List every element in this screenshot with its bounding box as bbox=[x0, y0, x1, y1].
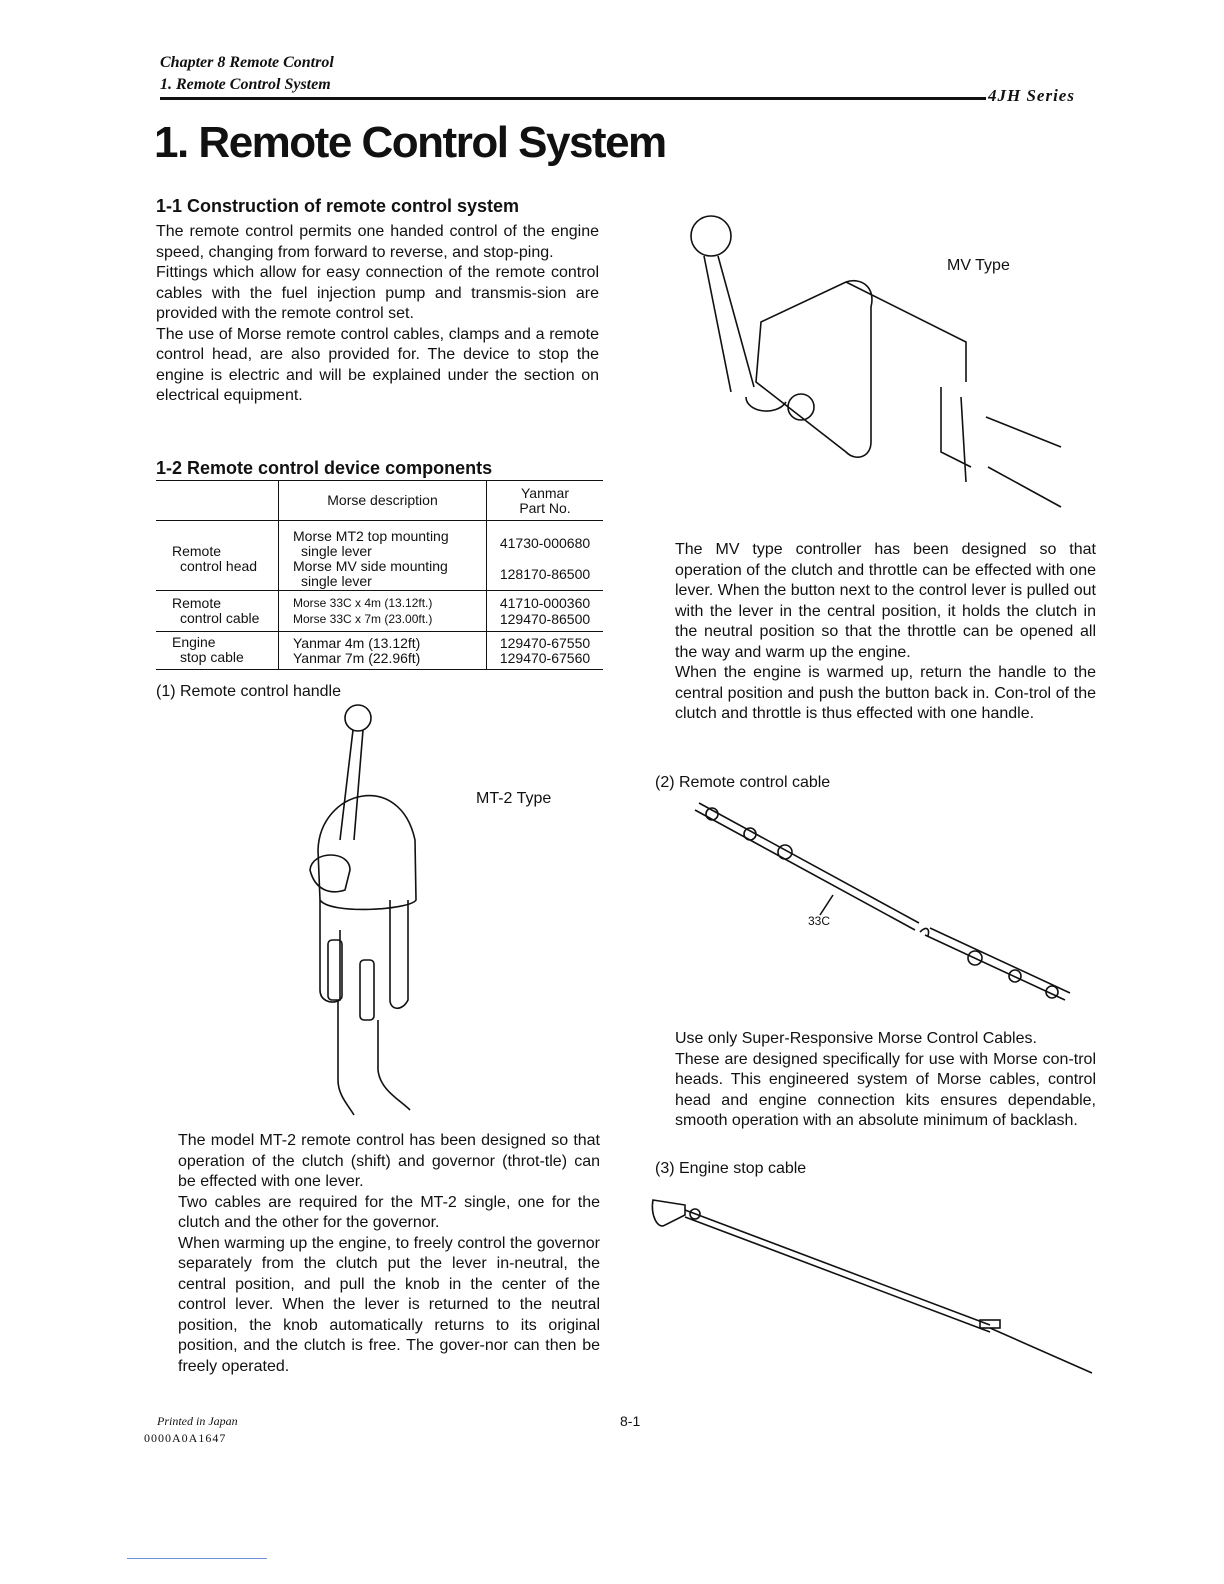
handle-caption: (1) Remote control handle bbox=[156, 683, 341, 700]
desc-cell: Yanmar 7m (22.96ft) bbox=[279, 651, 487, 670]
mv-type-label: MV Type bbox=[947, 257, 1010, 274]
section-1-2-heading: 1-2 Remote control device components bbox=[156, 458, 493, 478]
paragraph: The use of Morse remote control cables, clamps and a remote control head, are also provided for. The device to stop the engine is electric and will be explained under the section on electrical equipment. bbox=[156, 325, 599, 404]
desc-cell: Morse 33C x 7m (23.00ft.) bbox=[279, 611, 487, 631]
mt2-handle-illustration bbox=[290, 700, 460, 1130]
col-part-no: Yanmar Part No. bbox=[519, 484, 571, 516]
section-label: 1. Remote Control System bbox=[160, 76, 331, 93]
cable-caption: (2) Remote control cable bbox=[655, 774, 831, 791]
part-cell: 41730-000680 bbox=[499, 535, 591, 551]
components-table bbox=[156, 480, 603, 670]
running-header bbox=[160, 52, 334, 96]
paragraph: When the engine is warmed up, return the handle to the central position and push the button back in. Con-trol of the clutch and throttle is thus effected with one handle. bbox=[675, 664, 1096, 722]
paragraph: The MV type controller has been designed so that operation of the clutch and throttle can be effected with one lever. When the button next to the control lever is pulled out with the lever in the central position, it holds the clutch in the neutral position so that the throttle can be opened all the way and warm up the engine. bbox=[675, 541, 1096, 661]
desc-cell: Morse MT2 top mounting single lever bbox=[279, 529, 487, 559]
section-1-1-text bbox=[156, 222, 599, 407]
part-cell: 129470-86500 bbox=[499, 610, 591, 627]
table-header-row bbox=[156, 481, 603, 521]
document-code: 0000A0A1647 bbox=[144, 1431, 227, 1445]
cable-33c-label: 33C bbox=[808, 914, 831, 928]
paragraph: Two cables are required for the MT-2 single, one for the clutch and the other for the governor. bbox=[178, 1193, 600, 1231]
col-description: Morse description bbox=[279, 481, 487, 521]
group-label: Engine stop cable bbox=[172, 634, 244, 665]
part-cell: 129470-67560 bbox=[499, 649, 591, 666]
footnote-rule bbox=[127, 1558, 267, 1559]
part-cell: 129470-67550 bbox=[499, 634, 591, 651]
cable-text bbox=[675, 1029, 1096, 1132]
mt2-type-label: MT-2 Type bbox=[476, 790, 552, 807]
group-label: Remote control cable bbox=[172, 594, 260, 626]
desc-cell: Morse MV side mounting single lever bbox=[279, 559, 487, 591]
page-title: 1. Remote Control System bbox=[154, 118, 666, 167]
part-cell: 41710-000360 bbox=[499, 595, 591, 611]
section-1-1-heading: 1-1 Construction of remote control system bbox=[156, 196, 520, 216]
table-row bbox=[156, 529, 603, 559]
stop-cable-caption: (3) Engine stop cable bbox=[655, 1160, 807, 1177]
paragraph: Fittings which allow for easy connection of the remote control cables with the fuel injection pump and transmis-sion are provided with the remote control set. bbox=[156, 264, 599, 322]
mv-handle-illustration bbox=[676, 212, 1076, 517]
paragraph: When warming up the engine, to freely control the governor separately from the clutch put the lever in-neutral, the central position, and pull the knob in the center of the control lever. When the lever is returned to the neutral position, the knob automatically returns to its original position, and the clutch is free. The gover-nor can then be freely operated. bbox=[178, 1234, 600, 1375]
page-number: 8-1 bbox=[620, 1413, 641, 1429]
paragraph: The model MT-2 remote control has been designed so that operation of the clutch (shift) and governor (throt-tle) can be effected with one lever. bbox=[178, 1132, 600, 1190]
desc-cell: Morse 33C x 4m (13.12ft.) bbox=[279, 591, 487, 612]
table-row bbox=[156, 631, 603, 651]
paragraph: Use only Super-Responsive Morse Control Cables. bbox=[675, 1030, 1037, 1047]
group-label: Remote control head bbox=[172, 543, 258, 575]
handle-text bbox=[178, 1131, 600, 1377]
desc-cell: Yanmar 4m (13.12ft) bbox=[279, 631, 487, 651]
mv-text bbox=[675, 540, 1096, 725]
stop-cable-illustration bbox=[650, 1195, 1095, 1375]
header-rule bbox=[160, 97, 986, 100]
paragraph: The remote control permits one handed control of the engine speed, changing from forward to reverse, and stop-ping. bbox=[156, 223, 599, 261]
control-cable-illustration bbox=[690, 800, 1090, 1020]
chapter-label: Chapter 8 Remote Control bbox=[160, 54, 334, 71]
series-label: 4JH Series bbox=[988, 86, 1075, 105]
table-row bbox=[156, 591, 603, 612]
printed-in: Printed in Japan bbox=[157, 1414, 238, 1428]
part-cell: 128170-86500 bbox=[499, 565, 591, 582]
paragraph: These are designed specifically for use with Morse con-trol heads. This engineered system of Morse cables, control head and engine connection kits ensures dependable, smooth operation with an absolute minimum of backlash. bbox=[675, 1050, 1096, 1129]
